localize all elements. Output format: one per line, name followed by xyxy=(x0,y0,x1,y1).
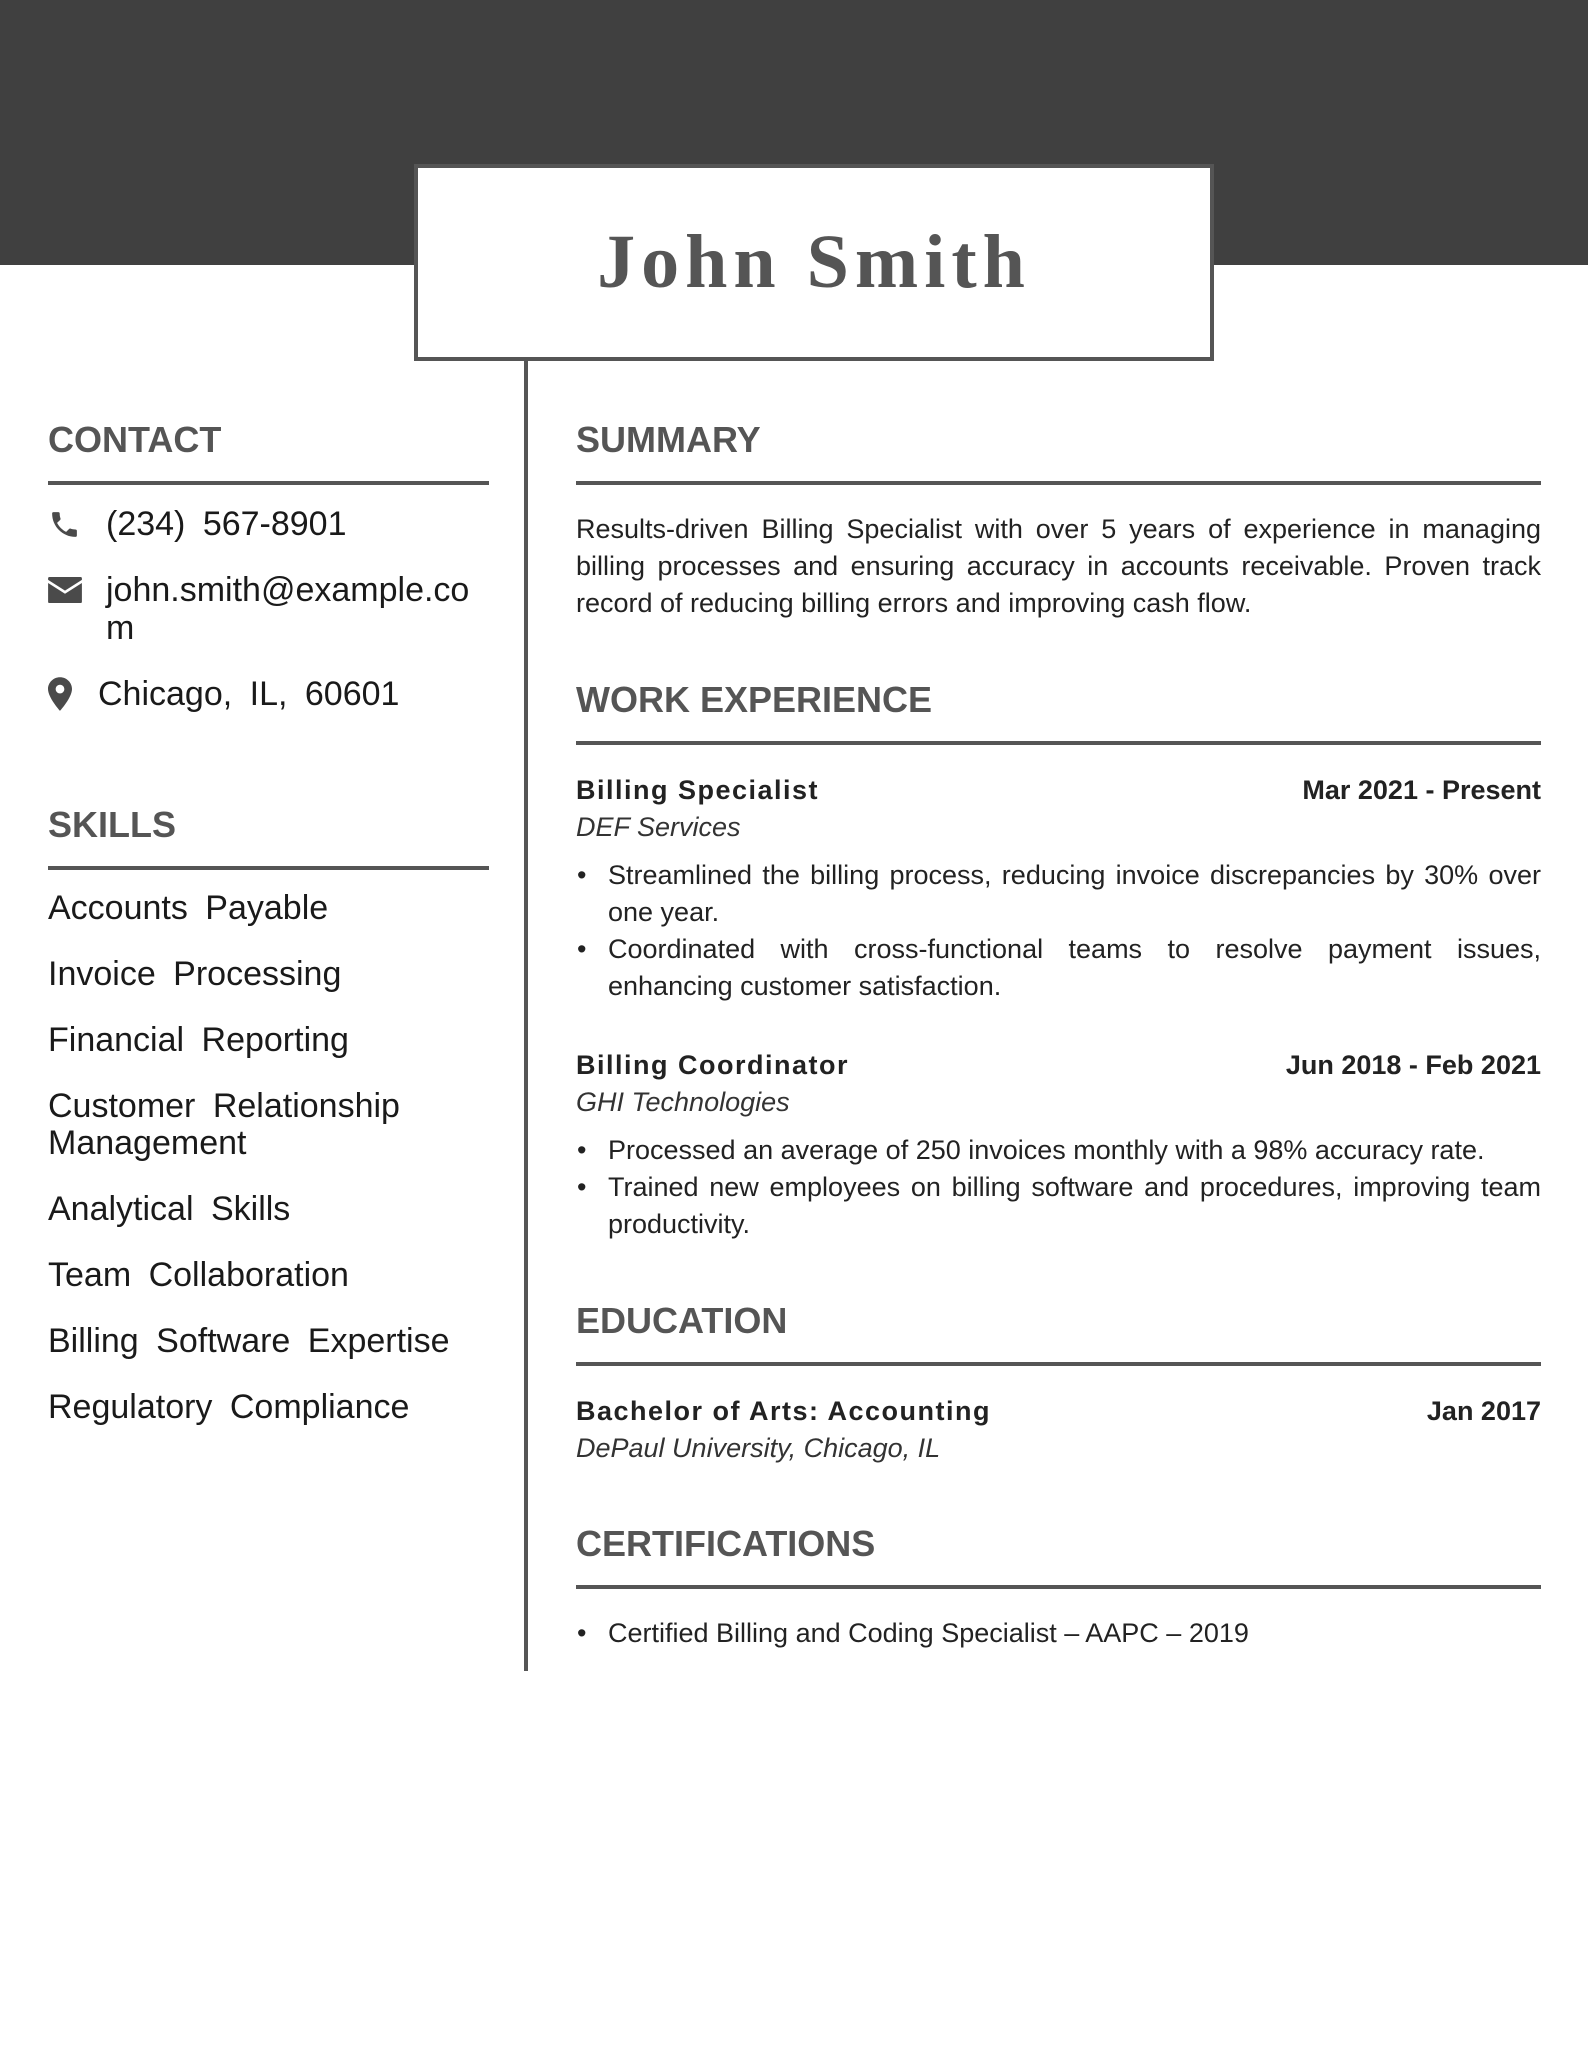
experience-heading: WORK EXPERIENCE xyxy=(576,679,933,720)
school-name: DePaul University, Chicago, IL xyxy=(576,1433,941,1463)
right-column xyxy=(576,418,1541,1652)
job-bullet: • Coordinated with cross-functional teams to resolve payment issues, enhancing customer satisfaction. xyxy=(576,931,1541,1005)
education-heading: EDUCATION xyxy=(576,1300,788,1341)
job-entry xyxy=(576,1047,1541,1243)
job-bullet: • Processed an average of 250 invoices monthly with a 98% accuracy rate. xyxy=(576,1132,1541,1169)
job-title: Billing Specialist xyxy=(576,775,820,805)
skill-item: Regulatory Compliance xyxy=(48,1388,410,1426)
contact-heading: CONTACT xyxy=(48,419,222,460)
column-divider xyxy=(524,361,528,1671)
skill-item: Analytical Skills xyxy=(48,1190,291,1228)
education-header xyxy=(576,1393,1541,1429)
contact-phone xyxy=(48,505,489,543)
job-bullet: • Streamlined the billing process, reducing invoice discrepancies by 30% over one year. xyxy=(576,857,1541,931)
certifications-heading: CERTIFICATIONS xyxy=(576,1523,876,1564)
phone-icon xyxy=(48,505,106,543)
skill-item: Team Collaboration xyxy=(48,1256,349,1294)
job-bullet: • Trained new employees on billing software and procedures, improving team productivity. xyxy=(576,1169,1541,1243)
certifications-list xyxy=(576,1615,1541,1652)
education-entry xyxy=(576,1393,1541,1466)
location-text: Chicago, IL, 60601 xyxy=(98,675,400,713)
degree-title: Bachelor of Arts: Accounting xyxy=(576,1396,992,1426)
skills-heading: SKILLS xyxy=(48,804,177,845)
name-box xyxy=(414,164,1214,361)
contact-email xyxy=(48,571,489,647)
summary-rule xyxy=(576,481,1541,485)
summary-heading: SUMMARY xyxy=(576,419,761,460)
skill-item: Invoice Processing xyxy=(48,955,342,993)
email-address: john.smith@example.com xyxy=(106,571,470,647)
envelope-icon xyxy=(48,571,106,609)
left-column xyxy=(48,418,489,1455)
job-bullets xyxy=(576,857,1541,1005)
skills-list xyxy=(48,890,489,1426)
skill-item: Financial Reporting xyxy=(48,1021,349,1059)
skill-item: Billing Software Expertise xyxy=(48,1322,450,1360)
job-title: Billing Coordinator xyxy=(576,1050,849,1080)
candidate-name: John Smith xyxy=(597,220,1031,304)
education-rule xyxy=(576,1362,1541,1366)
summary-text: Results-driven Billing Specialist with over 5 years of experience in managing billing processes and ensuring accuracy in accounts receivable. Proven track record of reducing billing errors and improving cash flow. xyxy=(576,514,1541,618)
skill-item: Customer Relationship Management xyxy=(48,1087,400,1162)
certifications-rule xyxy=(576,1585,1541,1589)
job-dates: Mar 2021 - Present xyxy=(1302,775,1541,805)
job-dates: Jun 2018 - Feb 2021 xyxy=(1285,1050,1541,1080)
skill-item: Accounts Payable xyxy=(48,889,329,927)
certification-item: • Certified Billing and Coding Specialist – AAPC – 2019 xyxy=(576,1615,1541,1652)
phone-number: (234) 567-8901 xyxy=(106,505,347,543)
contact-location xyxy=(48,675,489,713)
job-company: GHI Technologies xyxy=(576,1087,790,1117)
contact-rule xyxy=(48,481,489,485)
contact-list xyxy=(48,505,489,713)
map-pin-icon xyxy=(48,675,98,713)
job-header xyxy=(576,1047,1541,1083)
job-bullets xyxy=(576,1132,1541,1243)
job-entry xyxy=(576,772,1541,1005)
graduation-date: Jan 2017 xyxy=(1426,1396,1541,1426)
job-header xyxy=(576,772,1541,808)
skills-rule xyxy=(48,866,489,870)
experience-rule xyxy=(576,741,1541,745)
job-company: DEF Services xyxy=(576,812,741,842)
